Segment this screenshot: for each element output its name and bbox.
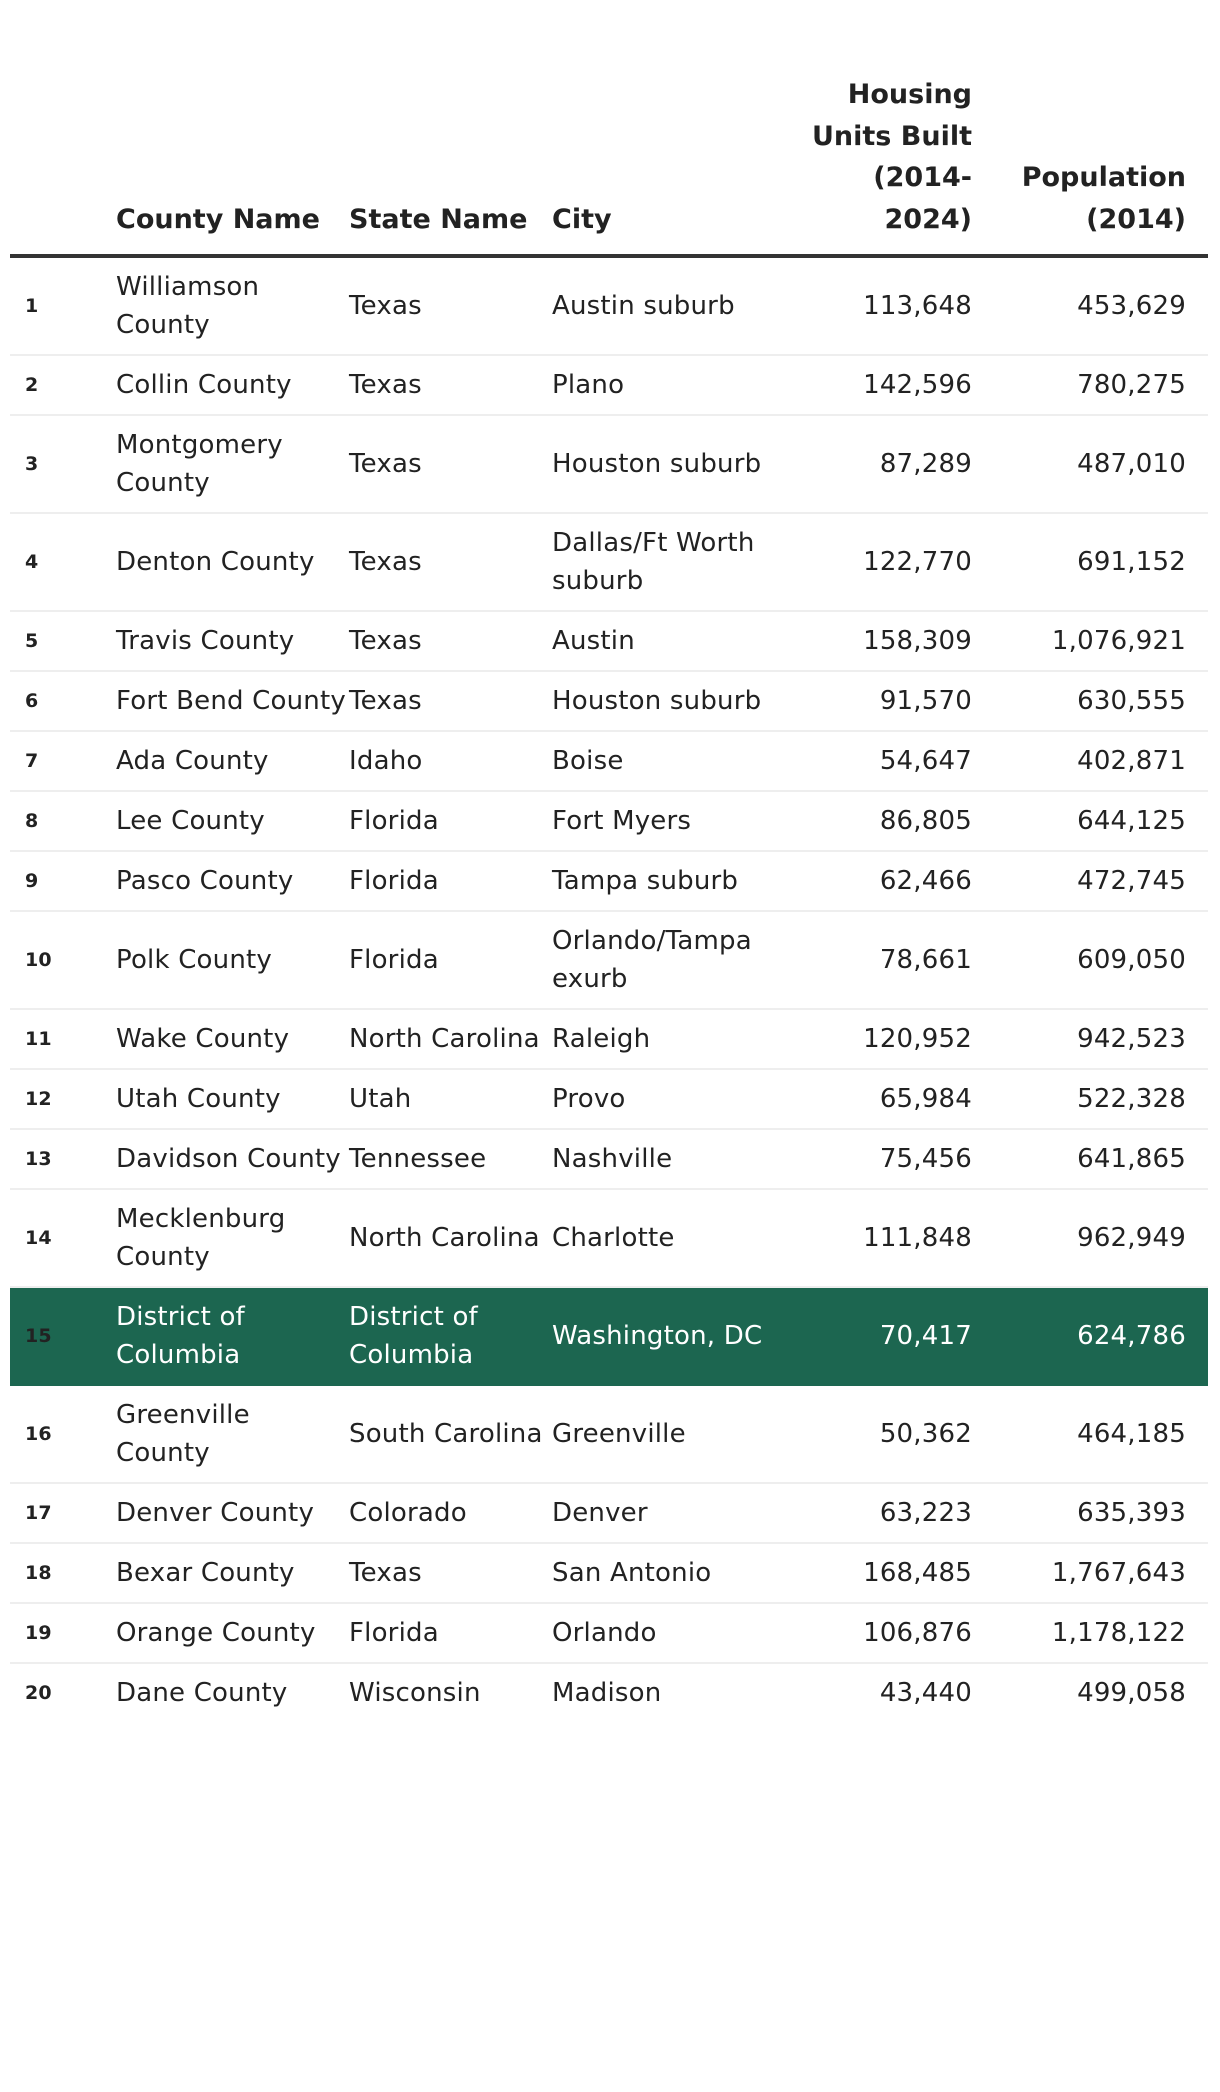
housing-units-cell: 106,876: [790, 1603, 972, 1663]
population-cell: 641,865: [972, 1129, 1208, 1189]
rank-cell: 1: [10, 256, 116, 355]
population-cell: 522,328: [972, 1069, 1208, 1129]
table-row: [10, 355, 1208, 415]
housing-units-cell: 63,223: [790, 1483, 972, 1543]
housing-units-cell: 78,661: [790, 911, 972, 1009]
city-cell: Washington, DC: [552, 1287, 790, 1385]
population-cell: 499,058: [1077, 1678, 1186, 1708]
rank-cell: 19: [10, 1603, 116, 1663]
housing-units-cell: 87,289: [790, 415, 972, 513]
county-cell: Utah County: [116, 1069, 349, 1129]
county-cell: Wake County: [116, 1009, 349, 1069]
city-cell: Houston suburb: [552, 671, 790, 731]
table-row: [10, 256, 1208, 355]
city-cell: Austin: [552, 611, 790, 671]
population-cell: 472,745: [972, 851, 1208, 911]
population-cell: 780,275: [972, 355, 1208, 415]
county-cell: Davidson County: [116, 1129, 349, 1189]
city-cell: Madison: [552, 1678, 662, 1708]
housing-units-cell: 62,466: [790, 851, 972, 911]
rank-cell: 17: [10, 1483, 116, 1543]
city-cell: Fort Myers: [552, 791, 790, 851]
city-cell: Tampa suburb: [552, 851, 790, 911]
population-cell: 630,555: [972, 671, 1208, 731]
table-row: [10, 1543, 1208, 1603]
city-cell: Houston suburb: [552, 415, 790, 513]
city-cell: Orlando: [552, 1603, 790, 1663]
population-cell: 691,152: [972, 513, 1208, 611]
population-cell: 609,050: [972, 911, 1208, 1009]
header-state-name[interactable]: State Name: [349, 0, 552, 256]
housing-table: [10, 0, 1208, 1722]
table-row: [10, 611, 1208, 671]
city-cell: Orlando/Tampa exurb: [552, 911, 790, 1009]
city-cell: Raleigh: [552, 1009, 790, 1069]
rank-cell: 13: [10, 1129, 116, 1189]
header-city[interactable]: City: [552, 0, 790, 256]
rank-cell: 11: [10, 1009, 116, 1069]
table-row: [10, 911, 1208, 1009]
table-row-highlighted: [10, 1287, 1208, 1385]
county-cell: Orange County: [116, 1603, 349, 1663]
county-cell: District of Columbia: [116, 1287, 349, 1385]
population-cell: 1,178,122: [972, 1603, 1208, 1663]
state-cell: Florida: [349, 911, 552, 1009]
housing-units-cell: 142,596: [790, 355, 972, 415]
housing-units-cell: 54,647: [790, 731, 972, 791]
state-cell: South Carolina: [349, 1385, 552, 1483]
table-row: [10, 791, 1208, 851]
city-cell: Dallas/Ft Worth suburb: [552, 513, 790, 611]
state-cell: North Carolina: [349, 1189, 552, 1287]
county-cell: Denver County: [116, 1483, 349, 1543]
housing-units-cell: 65,984: [790, 1069, 972, 1129]
state-cell: Idaho: [349, 731, 552, 791]
rank-cell: 14: [10, 1189, 116, 1287]
housing-units-cell: 168,485: [790, 1543, 972, 1603]
rank-cell: 3: [10, 415, 116, 513]
header-row: [10, 0, 1208, 256]
table-row: [10, 1129, 1208, 1189]
city-cell: Boise: [552, 731, 790, 791]
header-housing-units[interactable]: Housing Units Built (2014-2024): [790, 0, 972, 256]
population-cell: 402,871: [972, 731, 1208, 791]
rank-cell: 7: [10, 731, 116, 791]
city-cell: Plano: [552, 355, 790, 415]
county-cell: Williamson County: [116, 256, 349, 355]
housing-units-cell: 86,805: [790, 791, 972, 851]
county-cell: Montgomery County: [116, 415, 349, 513]
county-cell: Mecklenburg County: [116, 1189, 349, 1287]
state-cell: Florida: [349, 1603, 552, 1663]
population-cell: 644,125: [972, 791, 1208, 851]
county-cell: Greenville County: [116, 1385, 349, 1483]
population-cell: 453,629: [972, 256, 1208, 355]
population-cell: 624,786: [972, 1287, 1208, 1385]
rank-cell: 20: [25, 1682, 52, 1704]
county-cell: Polk County: [116, 911, 349, 1009]
population-cell: 1,767,643: [972, 1543, 1208, 1603]
table-row: [10, 1603, 1208, 1663]
county-cell: Bexar County: [116, 1543, 349, 1603]
table-container: [10, 0, 1208, 1722]
city-cell: Charlotte: [552, 1189, 790, 1287]
state-cell: Texas: [349, 256, 552, 355]
city-cell: Austin suburb: [552, 256, 790, 355]
state-cell: Texas: [349, 415, 552, 513]
housing-units-cell: 113,648: [790, 256, 972, 355]
housing-units-cell: 122,770: [790, 513, 972, 611]
population-cell: 1,076,921: [972, 611, 1208, 671]
county-cell: Lee County: [116, 791, 349, 851]
rank-cell: 10: [10, 911, 116, 1009]
table-row: [10, 1009, 1208, 1069]
header-county-name[interactable]: County Name: [116, 0, 349, 256]
city-cell: San Antonio: [552, 1543, 790, 1603]
city-cell: Greenville: [552, 1385, 790, 1483]
rank-cell: 2: [10, 355, 116, 415]
rank-cell: 16: [10, 1385, 116, 1483]
housing-units-cell: 50,362: [790, 1385, 972, 1483]
header-population[interactable]: Population (2014): [972, 0, 1208, 256]
rank-cell: 15: [10, 1287, 116, 1385]
housing-units-cell: 43,440: [879, 1678, 972, 1708]
rank-cell: 12: [10, 1069, 116, 1129]
state-cell: Texas: [349, 513, 552, 611]
housing-units-cell: 91,570: [790, 671, 972, 731]
rank-cell: 8: [10, 791, 116, 851]
housing-units-cell: 70,417: [790, 1287, 972, 1385]
county-cell: Ada County: [116, 731, 349, 791]
county-cell: Dane County: [116, 1678, 288, 1708]
table-row: [10, 1663, 1208, 1722]
state-cell: District of Columbia: [349, 1287, 552, 1385]
city-cell: Denver: [552, 1483, 790, 1543]
population-cell: 635,393: [972, 1483, 1208, 1543]
table-row: [10, 671, 1208, 731]
table-row: [10, 415, 1208, 513]
rank-cell: 9: [10, 851, 116, 911]
state-cell: Texas: [349, 671, 552, 731]
rank-cell: 18: [10, 1543, 116, 1603]
table-row: [10, 1069, 1208, 1129]
state-cell: Texas: [349, 355, 552, 415]
population-cell: 464,185: [972, 1385, 1208, 1483]
state-cell: Wisconsin: [349, 1678, 481, 1708]
state-cell: North Carolina: [349, 1009, 552, 1069]
table-row: [10, 513, 1208, 611]
header-rank[interactable]: [10, 0, 116, 256]
table-row: [10, 1189, 1208, 1287]
table-body: [10, 256, 1208, 1722]
population-cell: 487,010: [972, 415, 1208, 513]
county-cell: Travis County: [116, 611, 349, 671]
table-row: [10, 731, 1208, 791]
county-cell: Pasco County: [116, 851, 349, 911]
state-cell: Texas: [349, 1543, 552, 1603]
state-cell: Florida: [349, 851, 552, 911]
population-cell: 942,523: [972, 1009, 1208, 1069]
table-row: [10, 1385, 1208, 1483]
table-row: [10, 851, 1208, 911]
state-cell: Florida: [349, 791, 552, 851]
county-cell: Denton County: [116, 513, 349, 611]
housing-units-cell: 111,848: [790, 1189, 972, 1287]
table-row: [10, 1483, 1208, 1543]
housing-units-cell: 120,952: [790, 1009, 972, 1069]
population-cell: 962,949: [972, 1189, 1208, 1287]
state-cell: Texas: [349, 611, 552, 671]
state-cell: Utah: [349, 1069, 552, 1129]
rank-cell: 4: [10, 513, 116, 611]
rank-cell: 6: [10, 671, 116, 731]
state-cell: Colorado: [349, 1483, 552, 1543]
county-cell: Collin County: [116, 355, 349, 415]
table-header: [10, 0, 1208, 256]
rank-cell: 5: [10, 611, 116, 671]
city-cell: Provo: [552, 1069, 790, 1129]
county-cell: Fort Bend County: [116, 671, 349, 731]
city-cell: Nashville: [552, 1129, 790, 1189]
housing-units-cell: 158,309: [790, 611, 972, 671]
state-cell: Tennessee: [349, 1129, 552, 1189]
housing-units-cell: 75,456: [790, 1129, 972, 1189]
